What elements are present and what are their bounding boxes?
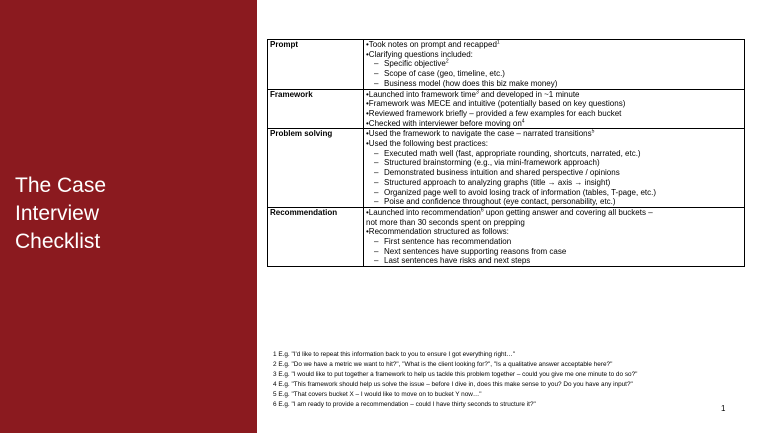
checklist-subitem [366,197,742,207]
checklist-subitem [366,247,742,257]
checklist-subitem [366,168,742,178]
page-title-line-3: Checklist [15,230,101,253]
checklist-item [366,90,742,100]
checklist-item [366,208,742,218]
item-text: •Clarifying questions included: [366,49,473,59]
item-text: •Checked with interviewer before moving on [366,118,522,128]
category-cell: Prompt [268,40,364,90]
item-text: Structured approach to analyzing graphs (title → axis → insight) [384,177,611,187]
item-text: not more than 30 seconds spent on prepping [366,217,525,227]
checklist-subitem [366,79,742,89]
checklist-row [268,89,745,129]
item-text: •Took notes on prompt and recapped [366,40,497,49]
checklist-item [366,218,742,228]
item-text-continued: upon getting answer and covering all buckets – [483,207,653,217]
item-text: Specific objective [384,59,446,69]
checklist-subitem [366,149,742,159]
checklist-row [268,40,745,90]
checklist-subitem [366,69,742,79]
footnotes [273,350,637,410]
item-text: •Framework was MECE and intuitive (potentially based on key questions) [366,99,626,109]
footnote: 4 E.g. "This framework should help us solve the issue – before I dive in, does this make sense to you? Do you have any input?" [273,381,633,388]
footnote: 6 E.g. "I am ready to provide a recommendation – could I have thirty seconds to structure it?" [273,401,536,408]
item-text: Scope of case (geo, timeline, etc.) [384,69,505,79]
page-title [15,172,106,256]
item-text-continued: and developed in ~1 minute [478,89,580,99]
checklist-item [366,139,742,149]
checklist-item [366,109,742,119]
page-title-line-1: The Case [15,174,107,197]
checklist-item [366,50,742,60]
footnote: 1 E.g. "I'd like to repeat this information back to you to ensure I got everything right…" [273,351,515,358]
category-cell: Problem solving [268,129,364,208]
checklist-subitem [366,59,742,69]
item-text: Demonstrated business intuition and shared perspective / opinions [384,168,620,178]
item-text: Executed math well (fast, appropriate rounding, shortcuts, narrated, etc.) [384,148,641,158]
checklist-items-cell [364,207,745,266]
item-text: Structured brainstorming (e.g., via mini-framework approach) [384,158,600,168]
item-text: •Used the framework to navigate the case – narrated transitions [366,129,592,139]
item-text: Organized page well to avoid losing track of information (tables, T-page, etc.) [384,187,656,197]
checklist-items-cell [364,89,745,129]
footnote: 2 E.g. "Do we have a metric we want to hit?", "What is the client looking for?", "Is a qualitative answer acceptable here?" [273,361,613,368]
title-panel [0,0,257,433]
item-text: •Reviewed framework briefly – provided a few examples for each bucket [366,108,622,118]
page-number: 1 [721,404,726,413]
checklist-item [366,40,742,50]
footnote-ref: 6 [480,207,484,214]
checklist-row [268,129,745,208]
checklist-items-cell [364,40,745,90]
footnote-ref: 3 [475,88,479,95]
item-text: Poise and confidence throughout (eye contact, personability, etc.) [384,197,616,207]
item-text: •Launched into recommendation [366,207,481,217]
checklist-subitem [366,158,742,168]
item-text: Last sentences have risks and next steps [384,256,531,266]
checklist-table [267,39,745,267]
item-text: •Launched into framework time [366,89,476,99]
item-text: First sentence has recommendation [384,237,512,247]
checklist-row [268,207,745,266]
item-text: Business model (how does this biz make money) [384,78,558,88]
checklist-items-cell [364,129,745,208]
checklist-subitem [366,256,742,266]
footnote-ref: 1 [496,39,500,46]
checklist-item [366,129,742,139]
footnote: 5 E.g. "That covers bucket X – I would like to move on to bucket Y now…" [273,391,482,398]
footnote-ref: 4 [521,117,525,124]
checklist-subitem [366,188,742,198]
checklist-subitem [366,178,742,188]
checklist-item [366,119,742,129]
category-cell: Recommendation [268,207,364,266]
checklist-item [366,99,742,109]
checklist-item [366,227,742,237]
item-text: Next sentences have supporting reasons from case [384,246,567,256]
footnote-ref: 5 [591,128,595,135]
footnote: 3 E.g. "I would like to put together a framework to help us tackle this problem together – could you give me one minute to do so?" [273,371,638,378]
item-text: •Used the following best practices: [366,139,488,149]
page-title-line-2: Interview [15,202,100,225]
category-cell: Framework [268,89,364,129]
checklist-subitem [366,237,742,247]
footnote-ref: 2 [445,58,449,65]
item-text: •Recommendation structured as follows: [366,227,509,237]
